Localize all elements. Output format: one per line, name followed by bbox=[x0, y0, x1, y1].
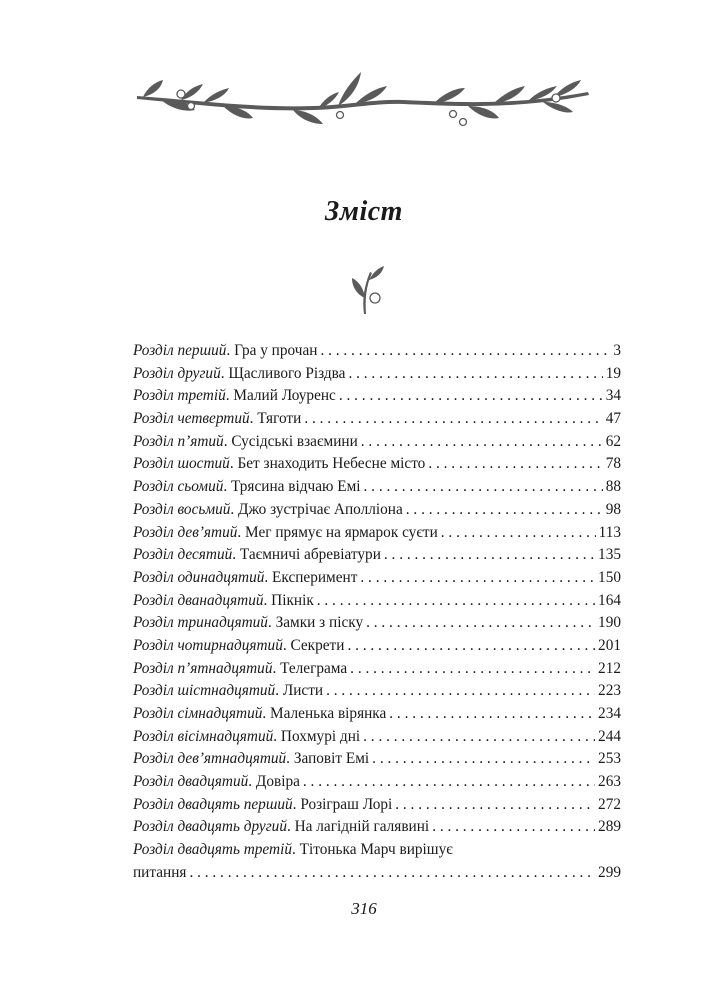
chapter-label: Розділ перший bbox=[133, 342, 227, 359]
toc-entry bbox=[133, 658, 621, 681]
chapter-label: Розділ тринадцятий bbox=[133, 614, 268, 632]
leader-dots bbox=[363, 726, 595, 749]
chapter-title: . Довіра bbox=[248, 773, 300, 791]
leader-dots bbox=[348, 363, 602, 386]
sprig-icon bbox=[344, 262, 388, 316]
leader-dots bbox=[350, 658, 595, 681]
leader-dots bbox=[406, 499, 603, 522]
leader-dots bbox=[389, 703, 595, 726]
chapter-page: 253 bbox=[598, 750, 621, 768]
chapter-label: Розділ чотирнадцятий bbox=[133, 636, 283, 654]
leader-dots bbox=[366, 612, 595, 635]
chapter-page: 113 bbox=[598, 523, 621, 541]
toc-entry bbox=[133, 499, 621, 522]
leader-dots bbox=[364, 476, 603, 499]
chapter-label: Розділ вісімнадцятий bbox=[133, 727, 274, 745]
chapter-label: Розділ сьомий bbox=[133, 478, 224, 496]
toc-entry bbox=[133, 431, 621, 454]
chapter-page: 78 bbox=[605, 455, 621, 473]
chapter-title: . Тітонька Марч вирішує bbox=[291, 841, 453, 859]
leader-dots bbox=[320, 340, 610, 363]
toc-entry bbox=[133, 635, 621, 658]
chapter-title: . Мег прямує на ярмарок суєти bbox=[237, 523, 438, 541]
chapter-title: . Пікнік bbox=[263, 591, 314, 609]
chapter-page: 289 bbox=[598, 818, 621, 836]
chapter-page: 164 bbox=[598, 591, 621, 609]
chapter-label: Розділ восьмий bbox=[133, 500, 231, 518]
table-of-contents bbox=[133, 340, 621, 885]
toc-entry bbox=[133, 408, 621, 431]
leader-dots bbox=[339, 385, 603, 408]
leader-dots bbox=[428, 453, 602, 476]
toc-entry bbox=[133, 794, 621, 817]
chapter-label: Розділ другий bbox=[133, 364, 221, 382]
chapter-page: 135 bbox=[598, 546, 621, 564]
toc-entry bbox=[133, 385, 621, 408]
page-number: 316 bbox=[351, 899, 377, 918]
chapter-title: . Заповіт Емі bbox=[286, 750, 370, 768]
chapter-label: Розділ шістнадцятий bbox=[133, 682, 276, 700]
chapter-page: 62 bbox=[605, 432, 621, 450]
chapter-label: Розділ двадцять перший bbox=[133, 795, 293, 813]
chapter-title: . Телеграма bbox=[272, 659, 348, 677]
chapter-label: Розділ двадцять третій bbox=[133, 841, 292, 859]
leader-dots bbox=[384, 544, 595, 567]
chapter-label: Розділ двадцятий bbox=[133, 773, 249, 791]
floral-branch-icon bbox=[133, 66, 595, 132]
leader-dots bbox=[303, 771, 595, 794]
chapter-label: Розділ двадцять другий bbox=[133, 818, 287, 836]
chapter-page: 19 bbox=[605, 364, 621, 382]
chapter-label: Розділ дев’ятнадцятий bbox=[133, 750, 287, 768]
chapter-page: 47 bbox=[605, 410, 621, 428]
toc-entry bbox=[133, 522, 621, 545]
leader-dots bbox=[326, 680, 595, 703]
chapter-page: 299 bbox=[598, 863, 621, 881]
leader-dots bbox=[432, 816, 595, 839]
toc-entry bbox=[133, 612, 621, 635]
chapter-title: . Секрети bbox=[282, 636, 345, 654]
toc-entry bbox=[133, 476, 621, 499]
chapter-title: . Експеримент bbox=[264, 568, 358, 586]
leader-dots bbox=[395, 794, 595, 817]
chapter-title: . Джо зустрічає Аполліона bbox=[230, 500, 403, 518]
toc-entry bbox=[133, 544, 621, 567]
chapter-title: . На лагідній галявині bbox=[286, 818, 430, 836]
chapter-page: 223 bbox=[598, 682, 621, 700]
toc-entry bbox=[133, 771, 621, 794]
page-title: Зміст bbox=[325, 196, 403, 227]
chapter-title: . Малий Лоуренс bbox=[225, 387, 336, 405]
chapter-page: 190 bbox=[598, 614, 621, 632]
chapter-title-continued: питання bbox=[133, 863, 187, 881]
chapter-title: . Бет знаходить Небесне місто bbox=[229, 455, 426, 473]
chapter-label: Розділ шостий bbox=[133, 455, 230, 473]
chapter-title: . Маленька вірянка bbox=[262, 705, 387, 722]
chapter-page: 201 bbox=[598, 636, 621, 654]
chapter-page: 212 bbox=[598, 659, 621, 677]
chapter-title: . Трясина відчаю Емі bbox=[223, 478, 361, 496]
chapter-title: . Тяготи bbox=[249, 410, 302, 428]
toc-entry bbox=[133, 726, 621, 749]
chapter-title: . Таємничі абревіатури bbox=[232, 546, 381, 564]
chapter-label: Розділ дев’ятий bbox=[133, 523, 238, 541]
chapter-label: Розділ п’ятий bbox=[133, 432, 224, 450]
chapter-label: Розділ дванадцятий bbox=[133, 591, 264, 609]
toc-entry bbox=[133, 453, 621, 476]
chapter-title: . Листи bbox=[275, 682, 324, 700]
chapter-label: Розділ сімнадцятий bbox=[133, 705, 263, 722]
toc-entry bbox=[133, 839, 621, 884]
toc-entry bbox=[133, 363, 621, 386]
leader-dots bbox=[361, 431, 603, 454]
chapter-label: Розділ десятий bbox=[133, 546, 233, 564]
toc-entry bbox=[133, 567, 621, 590]
chapter-page: 234 bbox=[598, 705, 621, 722]
chapter-label: Розділ одинадцятий bbox=[133, 568, 265, 586]
chapter-title: . Щасливого Різдва bbox=[220, 364, 346, 382]
toc-entry bbox=[133, 816, 621, 839]
chapter-page: 88 bbox=[605, 478, 621, 496]
leader-dots bbox=[189, 862, 595, 885]
toc-entry bbox=[133, 590, 621, 613]
leader-dots bbox=[372, 748, 595, 771]
chapter-page: 98 bbox=[605, 500, 621, 518]
chapter-page: 34 bbox=[605, 387, 621, 405]
leader-dots bbox=[304, 408, 602, 431]
chapter-page: 150 bbox=[598, 568, 621, 586]
toc-entry bbox=[133, 748, 621, 771]
chapter-title: . Гра у прочан bbox=[226, 342, 318, 359]
chapter-title: . Сусідські взаємини bbox=[223, 432, 358, 450]
chapter-page: 263 bbox=[598, 773, 621, 791]
toc-entry bbox=[133, 703, 621, 726]
chapter-title: . Замки з піску bbox=[267, 614, 364, 632]
chapter-page: 3 bbox=[613, 342, 621, 359]
chapter-label: Розділ четвертий bbox=[133, 410, 250, 428]
chapter-title: . Розіграш Лорі bbox=[292, 795, 393, 813]
chapter-page: 272 bbox=[598, 795, 621, 813]
chapter-page: 244 bbox=[598, 727, 621, 745]
leader-dots bbox=[317, 590, 595, 613]
chapter-title: . Похмурі дні bbox=[273, 727, 361, 745]
leader-dots bbox=[360, 567, 595, 590]
chapter-label: Розділ третій bbox=[133, 387, 226, 405]
chapter-label: Розділ п’ятнадцятий bbox=[133, 659, 273, 677]
toc-entry bbox=[133, 340, 621, 363]
leader-dots bbox=[441, 522, 596, 545]
toc-entry bbox=[133, 680, 621, 703]
leader-dots bbox=[347, 635, 595, 658]
